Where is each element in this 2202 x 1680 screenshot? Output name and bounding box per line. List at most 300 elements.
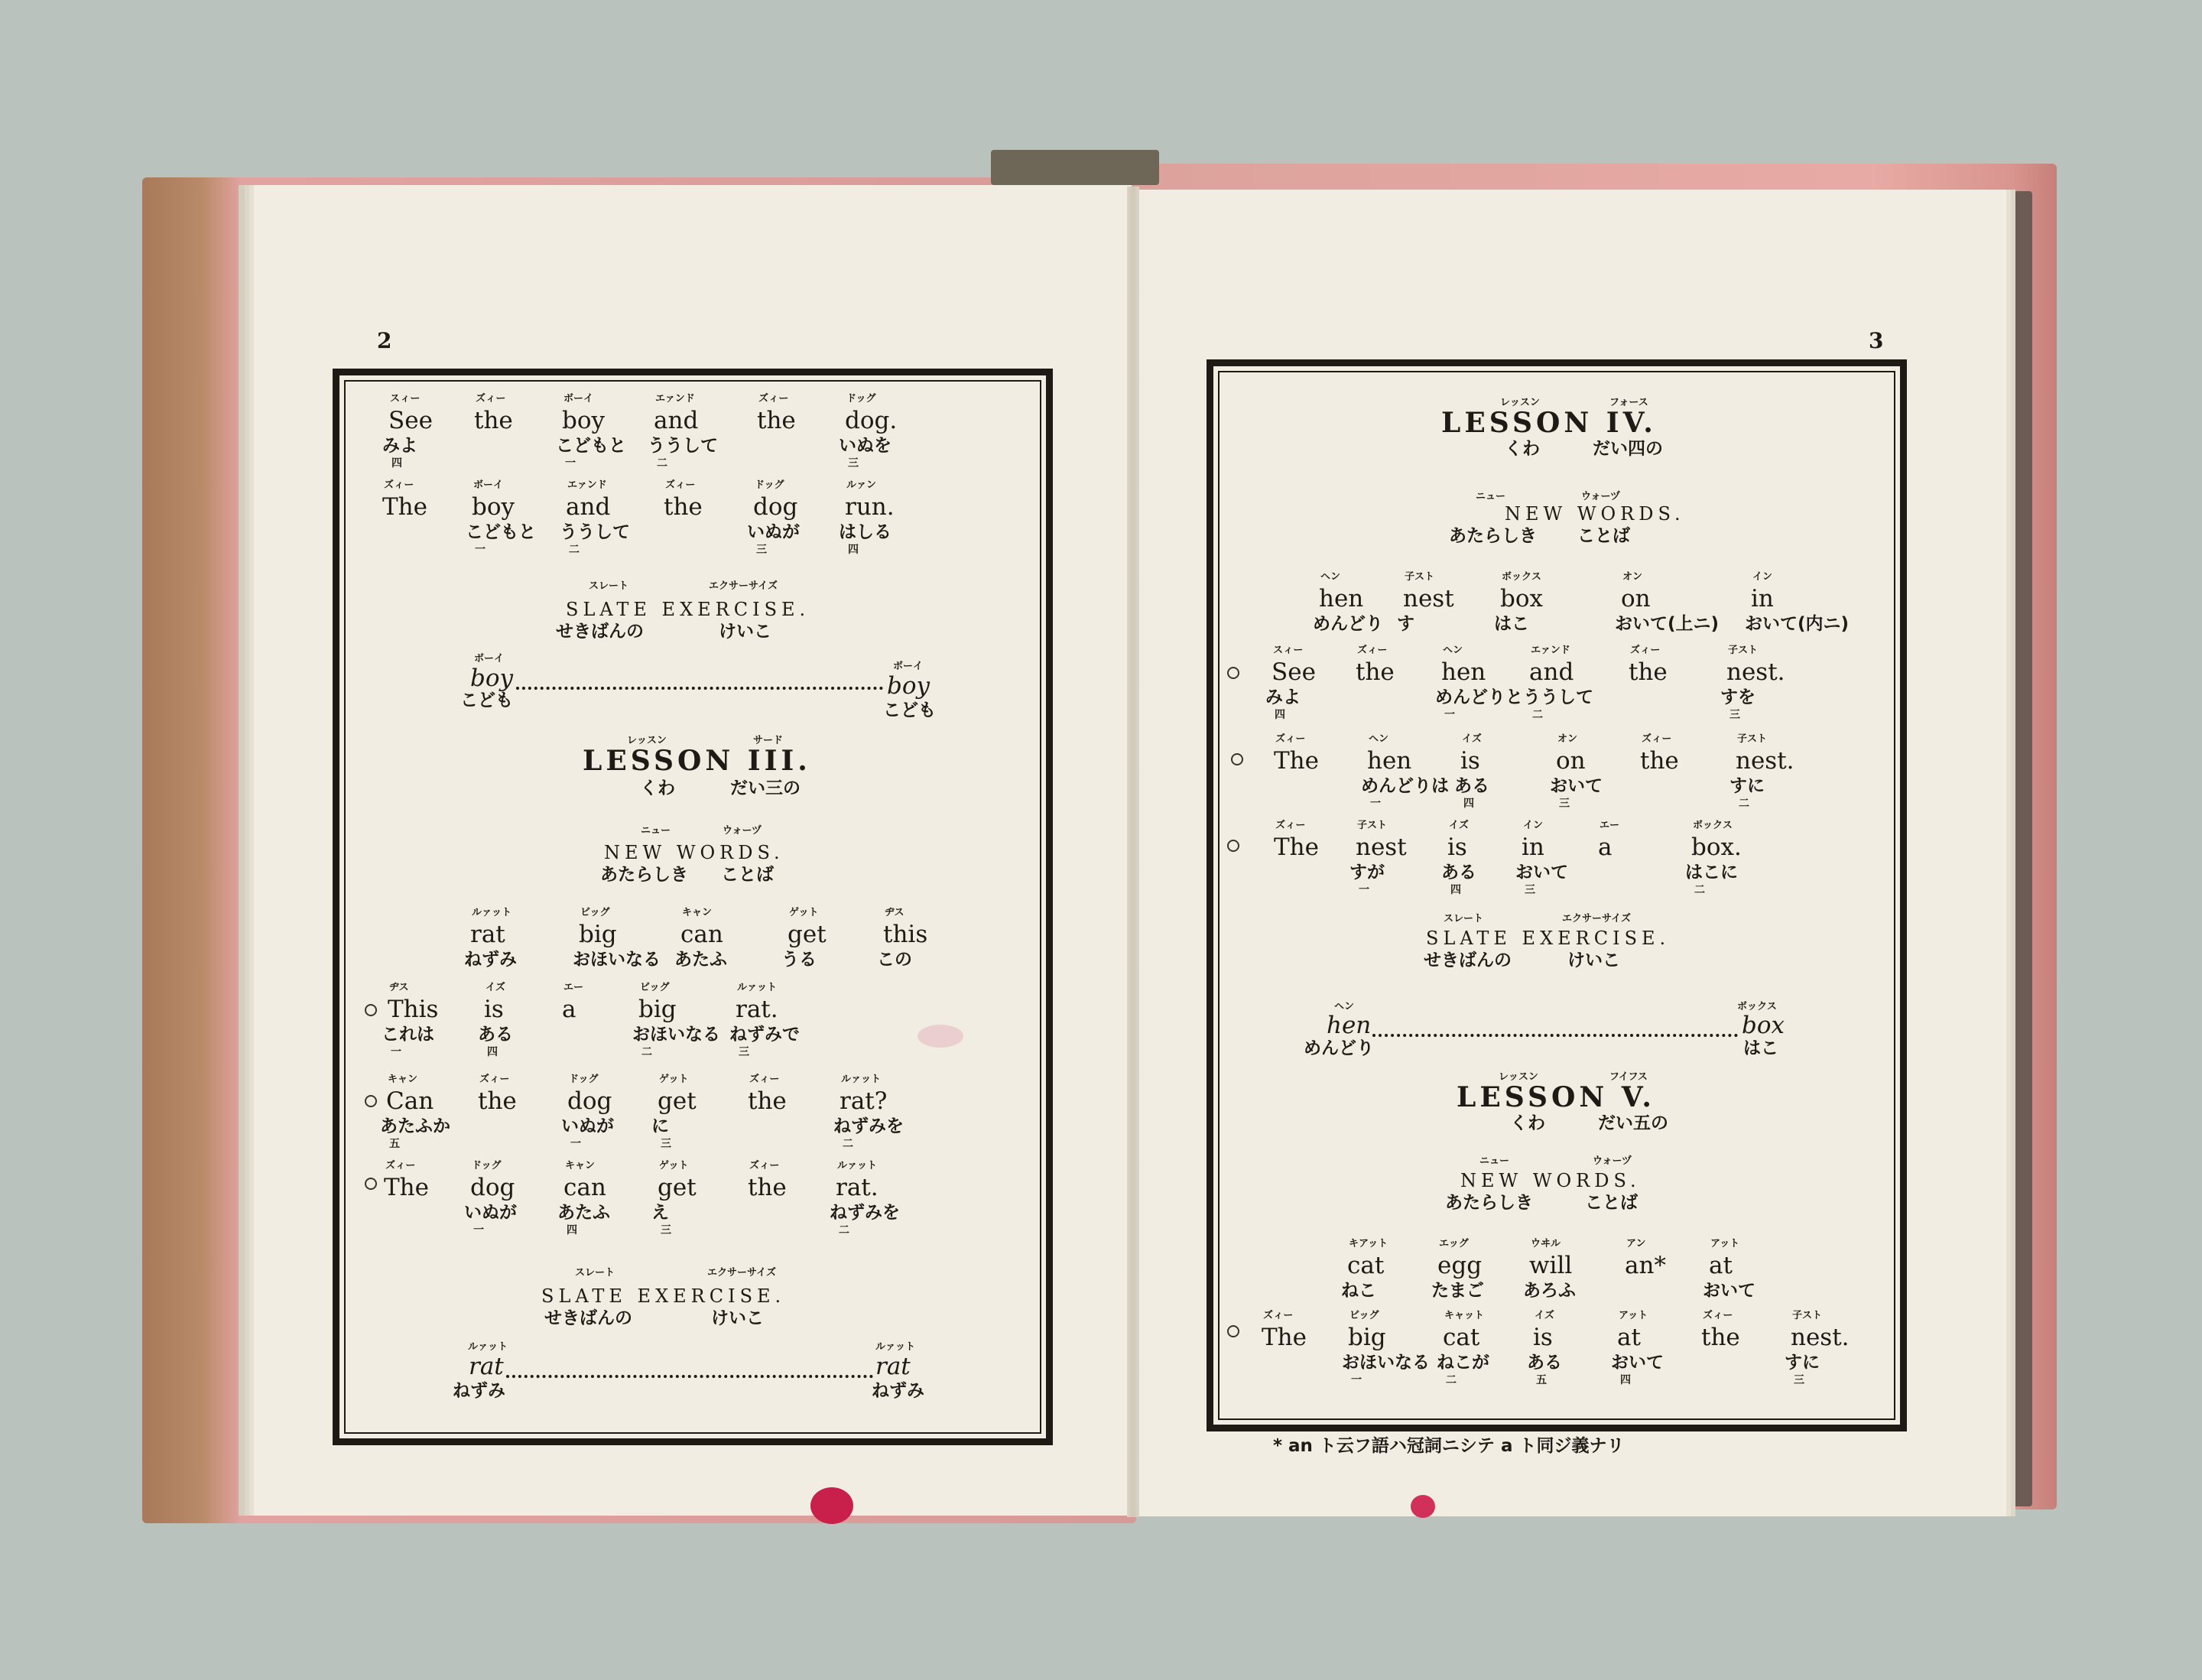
japanese-gloss: こどもと	[556, 436, 626, 456]
order-numeral: 三	[1525, 884, 1535, 896]
ruby: スレート	[575, 1267, 615, 1279]
english-word: boy	[562, 407, 606, 434]
ruby: ボックス	[1737, 1001, 1777, 1012]
english-word: the	[474, 407, 513, 434]
katakana-ruby: ズィー	[476, 393, 506, 405]
katakana-ruby: ズィー	[749, 1074, 780, 1085]
gloss: だい四の	[1593, 439, 1663, 459]
katakana-ruby: キャン	[565, 1160, 596, 1171]
japanese-gloss: たまご	[1431, 1281, 1484, 1301]
order-numeral: 二	[843, 1138, 853, 1150]
english-word: a	[562, 996, 576, 1023]
gloss: だい五の	[1598, 1113, 1668, 1133]
slate-exercise-heading: SLATE EXERCISE.	[1426, 928, 1671, 949]
english-word: big	[638, 996, 677, 1023]
english-word: rat	[470, 921, 505, 948]
ruby: ルァット	[468, 1341, 508, 1353]
english-word: The	[384, 1174, 429, 1201]
order-numeral: 二	[1694, 884, 1705, 896]
japanese-gloss: に	[651, 1116, 669, 1136]
order-numeral: 二	[839, 1224, 849, 1236]
katakana-ruby: ゲット	[789, 907, 819, 918]
order-numeral: 一	[565, 457, 576, 470]
english-word: egg	[1437, 1252, 1483, 1279]
order-numeral: 一	[1370, 798, 1381, 810]
english-word: and	[654, 407, 699, 434]
katakana-ruby: オン	[1557, 733, 1578, 745]
gloss: こども	[883, 700, 936, 720]
ruby: ウォーヅ	[1581, 491, 1620, 502]
order-numeral: 一	[570, 1138, 581, 1150]
slate-word-left: boy	[470, 665, 514, 692]
katakana-ruby: ズィー	[1357, 645, 1388, 656]
order-numeral: 三	[739, 1046, 749, 1058]
japanese-gloss: おほいなる	[632, 1025, 720, 1045]
katakana-ruby: イン	[1752, 571, 1773, 583]
japanese-gloss: あろふ	[1523, 1281, 1576, 1301]
katakana-ruby: エッグ	[1439, 1238, 1469, 1249]
katakana-ruby: イズ	[1449, 820, 1469, 831]
english-word: nest.	[1791, 1324, 1850, 1351]
japanese-gloss: みよ	[1265, 687, 1301, 707]
english-word: nest.	[1726, 658, 1785, 686]
ruby: レッスン	[627, 735, 667, 746]
japanese-gloss: うる	[781, 950, 817, 970]
dotted-rule	[516, 687, 883, 690]
japanese-gloss: みよ	[382, 436, 417, 456]
gloss: はこ	[1743, 1038, 1778, 1058]
ruby: ルァット	[875, 1341, 916, 1353]
japanese-gloss: ううして	[648, 436, 718, 456]
english-word: cat	[1443, 1324, 1480, 1351]
english-word: nest.	[1736, 747, 1794, 775]
order-numeral: 二	[1532, 709, 1543, 721]
english-word: run.	[845, 493, 895, 521]
katakana-ruby: ルァット	[837, 1160, 878, 1171]
english-word: in	[1522, 834, 1544, 861]
katakana-ruby: ズィー	[1642, 733, 1672, 745]
katakana-ruby: 子スト	[1405, 571, 1435, 583]
gloss: くわ	[1505, 439, 1540, 459]
gloss: くわ	[640, 778, 675, 798]
english-word: the	[748, 1087, 787, 1115]
slate-exercise-heading: SLATE EXERCISE.	[566, 599, 810, 620]
english-word: boy	[472, 493, 515, 521]
ruby: ボーイ	[474, 653, 505, 665]
english-word: get	[788, 921, 827, 948]
gloss: ことば	[1585, 1193, 1638, 1213]
katakana-ruby: ヂス	[389, 982, 409, 993]
english-word: The	[1262, 1324, 1307, 1351]
japanese-gloss: おいて	[1550, 776, 1603, 796]
order-numeral: 四	[487, 1046, 498, 1058]
katakana-ruby: ヘン	[1443, 645, 1463, 656]
katakana-ruby: ズィー	[384, 479, 414, 491]
japanese-gloss: ううして	[560, 522, 630, 542]
japanese-gloss: ねずみを	[833, 1116, 904, 1136]
katakana-ruby: アット	[1619, 1310, 1648, 1321]
japanese-gloss: この	[877, 950, 912, 970]
ruby: フォース	[1609, 397, 1648, 408]
japanese-gloss: いぬが	[561, 1116, 614, 1136]
japanese-gloss: おいて	[1515, 863, 1568, 882]
gloss: けいこ	[711, 1308, 764, 1328]
order-numeral: 五	[1536, 1374, 1547, 1386]
gloss: けいこ	[719, 622, 771, 642]
binding-tape	[991, 150, 1159, 185]
katakana-ruby: アン	[1626, 1238, 1646, 1249]
bullet-circle	[1227, 840, 1239, 852]
ruby: レッスン	[1500, 397, 1540, 408]
katakana-ruby: エァンド	[655, 393, 695, 405]
order-numeral: 四	[848, 544, 859, 556]
english-word: will	[1529, 1252, 1573, 1279]
order-numeral: 四	[1450, 884, 1461, 896]
english-word: at	[1709, 1252, 1733, 1279]
katakana-ruby: ドッグ	[755, 479, 784, 491]
order-numeral: 四	[1620, 1374, 1631, 1386]
japanese-gloss: え	[651, 1203, 669, 1223]
katakana-ruby: ズィー	[758, 393, 789, 405]
bullet-circle	[365, 1178, 377, 1190]
english-word: hen	[1367, 747, 1412, 775]
gloss: せきばんの	[544, 1308, 632, 1328]
ruby: ニュー	[641, 825, 671, 837]
katakana-ruby: ビッグ	[1349, 1310, 1379, 1321]
japanese-gloss: いぬを	[839, 436, 892, 456]
japanese-gloss: あたふ	[557, 1203, 610, 1223]
japanese-gloss: すを	[1720, 687, 1755, 707]
slate-word-right: boy	[887, 672, 930, 700]
katakana-ruby: キアット	[1349, 1238, 1388, 1249]
japanese-gloss: いぬが	[747, 522, 800, 542]
english-word: get	[658, 1174, 697, 1201]
gloss: せきばんの	[1424, 950, 1512, 970]
japanese-gloss: すに	[1785, 1353, 1820, 1373]
order-numeral: 三	[1729, 709, 1740, 721]
katakana-ruby: 子スト	[1728, 645, 1759, 656]
katakana-ruby: ドッグ	[846, 393, 876, 405]
katakana-ruby: ルァット	[841, 1074, 882, 1085]
katakana-ruby: イン	[1523, 820, 1544, 831]
japanese-gloss: すが	[1349, 863, 1385, 882]
order-numeral: 三	[756, 544, 767, 556]
katakana-ruby: ズィー	[749, 1160, 780, 1171]
english-word: rat.	[736, 996, 778, 1023]
gloss: あたらしき	[1449, 526, 1537, 546]
lesson-title: LESSON V.	[1457, 1081, 1655, 1113]
slate-word-right: box	[1742, 1012, 1785, 1039]
english-word: is	[1533, 1324, 1553, 1351]
english-word: hen	[1319, 585, 1364, 613]
katakana-ruby: エー	[1600, 820, 1620, 831]
ruby: サード	[753, 735, 784, 746]
katakana-ruby: ゲット	[659, 1074, 689, 1085]
english-word: The	[382, 493, 427, 521]
english-word: the	[1356, 658, 1395, 686]
katakana-ruby: 子スト	[1737, 733, 1768, 745]
japanese-gloss: ねずみで	[729, 1025, 800, 1045]
japanese-gloss: めんどり	[1313, 614, 1383, 634]
ruby: フイフス	[1609, 1071, 1648, 1083]
order-numeral: 一	[473, 1224, 484, 1236]
english-word: a	[1598, 834, 1613, 861]
katakana-ruby: エァンド	[567, 479, 607, 491]
japanese-gloss: おいて(上ニ)	[1615, 614, 1720, 634]
bullet-circle	[365, 1095, 377, 1107]
katakana-ruby: ズィー	[385, 1160, 416, 1171]
japanese-gloss: ある	[1454, 776, 1489, 796]
ruby: ボーイ	[893, 661, 924, 672]
order-numeral: 一	[1351, 1374, 1362, 1386]
order-numeral: 二	[657, 457, 667, 470]
japanese-gloss: ねこ	[1341, 1281, 1376, 1301]
lesson-title: LESSON IV.	[1441, 407, 1657, 439]
english-word: big	[579, 921, 617, 948]
japanese-gloss: はこに	[1685, 863, 1738, 882]
order-numeral: 一	[475, 544, 486, 556]
katakana-ruby: ボックス	[1502, 571, 1541, 583]
slate-exercise-heading: SLATE EXERCISE.	[541, 1285, 786, 1307]
english-word: at	[1617, 1324, 1641, 1351]
english-word: in	[1751, 585, 1774, 613]
ruby: ニュー	[1476, 491, 1506, 502]
gloss: せきばんの	[556, 622, 644, 642]
order-numeral: 四	[1275, 709, 1285, 721]
katakana-ruby: ヘン	[1320, 571, 1341, 583]
katakana-ruby: エァンド	[1531, 645, 1570, 656]
katakana-ruby: イズ	[1535, 1310, 1554, 1321]
katakana-ruby: ビッグ	[640, 982, 670, 993]
book-gutter	[1127, 187, 1139, 1517]
katakana-ruby: ゲット	[659, 1160, 689, 1171]
english-word: dog	[567, 1087, 612, 1115]
order-numeral: 四	[567, 1224, 577, 1236]
order-numeral: 一	[1359, 884, 1369, 896]
katakana-ruby: アット	[1710, 1238, 1740, 1249]
english-word: is	[1447, 834, 1467, 861]
english-word: Can	[386, 1087, 434, 1115]
bullet-circle	[1227, 1325, 1239, 1337]
katakana-ruby: ウヰル	[1531, 1238, 1561, 1249]
order-numeral: 二	[569, 544, 580, 556]
japanese-gloss: こどもと	[466, 522, 536, 542]
japanese-gloss: すに	[1729, 776, 1765, 796]
ink-stain	[1411, 1495, 1435, 1518]
english-word: dog	[753, 493, 798, 521]
katakana-ruby: キャット	[1444, 1310, 1485, 1321]
japanese-gloss: めんどりは	[1361, 776, 1449, 796]
katakana-ruby: ズィー	[1703, 1310, 1733, 1321]
katakana-ruby: 子スト	[1357, 820, 1388, 831]
english-word: box.	[1691, 834, 1742, 861]
katakana-ruby: ズィー	[1263, 1310, 1294, 1321]
katakana-ruby: エー	[563, 982, 584, 993]
japanese-gloss: おほいなる	[1342, 1353, 1430, 1373]
english-word: This	[388, 996, 439, 1023]
english-word: The	[1274, 834, 1319, 861]
katakana-ruby: ボーイ	[473, 479, 504, 491]
katakana-ruby: ルァット	[472, 907, 512, 918]
gloss: けいこ	[1567, 950, 1620, 970]
cover-edge	[2003, 191, 2032, 1506]
english-word: hen	[1441, 658, 1486, 686]
english-word: on	[1621, 585, 1651, 613]
ruby: ヘン	[1334, 1001, 1355, 1012]
english-word: is	[1460, 747, 1480, 775]
dotted-rule	[506, 1375, 873, 1378]
japanese-gloss: いぬが	[464, 1203, 517, 1223]
ruby: エクサーサイズ	[709, 580, 778, 592]
katakana-ruby: ボックス	[1693, 820, 1733, 831]
japanese-gloss: ある	[1527, 1353, 1562, 1373]
ruby: ウォーヅ	[723, 825, 762, 837]
japanese-gloss: おほいなる	[573, 950, 661, 970]
katakana-ruby: オン	[1622, 571, 1643, 583]
order-numeral: 四	[1463, 798, 1474, 810]
english-word: big	[1348, 1324, 1386, 1351]
gloss: ねずみ	[453, 1381, 505, 1401]
english-word: rat?	[840, 1087, 888, 1115]
english-word: dog	[470, 1174, 515, 1201]
bullet-circle	[365, 1004, 377, 1016]
order-numeral: 三	[661, 1224, 671, 1236]
english-word: box	[1500, 585, 1543, 613]
bullet-circle	[1231, 753, 1243, 765]
katakana-ruby: ズィー	[1275, 820, 1306, 831]
ruby: エクサーサイズ	[707, 1267, 776, 1279]
japanese-gloss: はこ	[1494, 614, 1529, 634]
slate-word-right: rat	[875, 1353, 911, 1380]
gloss: だい三の	[730, 778, 801, 798]
new-words-heading: NEW WORDS.	[1460, 1170, 1641, 1191]
japanese-gloss: ううして	[1523, 687, 1593, 707]
katakana-ruby: ズィー	[1275, 733, 1306, 745]
english-word: an*	[1625, 1252, 1666, 1279]
english-word: The	[1274, 747, 1319, 775]
english-word: the	[1701, 1324, 1740, 1351]
ruby: スレート	[1444, 913, 1484, 924]
japanese-gloss: あたふ	[674, 950, 727, 970]
order-numeral: 二	[641, 1046, 652, 1058]
katakana-ruby: ズィー	[1630, 645, 1661, 656]
new-words-heading: NEW WORDS.	[1505, 503, 1685, 525]
english-word: cat	[1347, 1252, 1385, 1279]
katakana-ruby: ルァン	[846, 479, 877, 491]
footnote: * an ト云フ語ハ冠詞ニシテ a ト同ジ義ナリ	[1273, 1436, 1625, 1456]
katakana-ruby: ズィー	[665, 479, 696, 491]
katakana-ruby: イズ	[1462, 733, 1482, 745]
order-numeral: 三	[848, 457, 859, 470]
japanese-gloss: これは	[382, 1025, 434, 1045]
gloss: こども	[460, 691, 513, 710]
gloss: ねずみ	[872, 1381, 924, 1401]
slate-word-left: rat	[469, 1353, 504, 1380]
english-word: nest	[1403, 585, 1454, 613]
new-words-heading: NEW WORDS.	[604, 842, 784, 863]
english-word: See	[1272, 658, 1316, 686]
gloss: あたらしき	[600, 865, 688, 885]
katakana-ruby: キャン	[388, 1074, 418, 1085]
japanese-gloss: ねこが	[1437, 1353, 1489, 1373]
japanese-gloss: あたふか	[380, 1116, 450, 1136]
katakana-ruby: ビッグ	[580, 907, 610, 918]
japanese-gloss: ねずみを	[830, 1203, 900, 1223]
order-numeral: 二	[1446, 1374, 1457, 1386]
japanese-gloss: ある	[1441, 863, 1476, 882]
katakana-ruby: ドッグ	[472, 1160, 502, 1171]
katakana-ruby: ヘン	[1369, 733, 1389, 745]
english-word: rat.	[836, 1174, 879, 1201]
english-word: can	[680, 921, 723, 948]
ruby: ニュー	[1479, 1155, 1510, 1167]
katakana-ruby: スィー	[390, 393, 421, 405]
japanese-gloss: はしる	[839, 522, 892, 542]
dotted-rule	[1372, 1034, 1738, 1037]
english-word: See	[388, 407, 433, 434]
english-word: the	[748, 1174, 787, 1201]
katakana-ruby: スィー	[1273, 645, 1304, 656]
english-word: the	[664, 493, 703, 521]
english-word: get	[658, 1087, 697, 1115]
ruby: スレート	[589, 580, 629, 592]
english-word: this	[883, 921, 928, 948]
ruby: ウォーヅ	[1593, 1155, 1632, 1167]
japanese-gloss: す	[1397, 614, 1414, 634]
english-word: nest	[1356, 834, 1407, 861]
bullet-circle	[1227, 667, 1239, 679]
katakana-ruby: イズ	[486, 982, 505, 993]
japanese-gloss: おいて(内ニ)	[1745, 614, 1850, 634]
katakana-ruby: キャン	[682, 907, 713, 918]
order-numeral: 五	[389, 1138, 400, 1150]
gloss: くわ	[1510, 1113, 1545, 1133]
japanese-gloss: ある	[478, 1025, 513, 1045]
ruby: レッスン	[1499, 1071, 1538, 1083]
order-numeral: 二	[1739, 798, 1749, 810]
english-word: dog.	[845, 407, 898, 434]
page-number-right: 3	[1869, 328, 1884, 353]
english-word: and	[1529, 658, 1574, 686]
katakana-ruby: 子スト	[1792, 1310, 1823, 1321]
ink-stain	[810, 1487, 853, 1524]
japanese-gloss: めんどりと	[1435, 687, 1523, 707]
english-word: the	[478, 1087, 517, 1115]
gloss: めんどり	[1304, 1038, 1374, 1058]
japanese-gloss: ねずみ	[464, 950, 517, 970]
ruby: エクサーサイズ	[1562, 913, 1631, 924]
order-numeral: 一	[391, 1046, 401, 1058]
english-word: on	[1556, 747, 1586, 775]
english-word: the	[1640, 747, 1679, 775]
gloss: ことば	[721, 865, 774, 885]
order-numeral: 三	[1559, 798, 1570, 810]
katakana-ruby: ドッグ	[569, 1074, 599, 1085]
english-word: the	[1629, 658, 1668, 686]
order-numeral: 一	[1444, 709, 1455, 721]
slate-word-left: hen	[1327, 1012, 1372, 1039]
katakana-ruby: ボーイ	[563, 393, 594, 405]
katakana-ruby: ヂス	[885, 907, 905, 918]
katakana-ruby: ズィー	[479, 1074, 510, 1085]
gloss: あたらしき	[1445, 1193, 1533, 1213]
page-number-left: 2	[377, 328, 392, 353]
order-numeral: 四	[391, 457, 402, 470]
english-word: is	[484, 996, 504, 1023]
order-numeral: 三	[661, 1138, 671, 1150]
japanese-gloss: おいて	[1703, 1281, 1755, 1301]
katakana-ruby: ルァット	[737, 982, 778, 993]
